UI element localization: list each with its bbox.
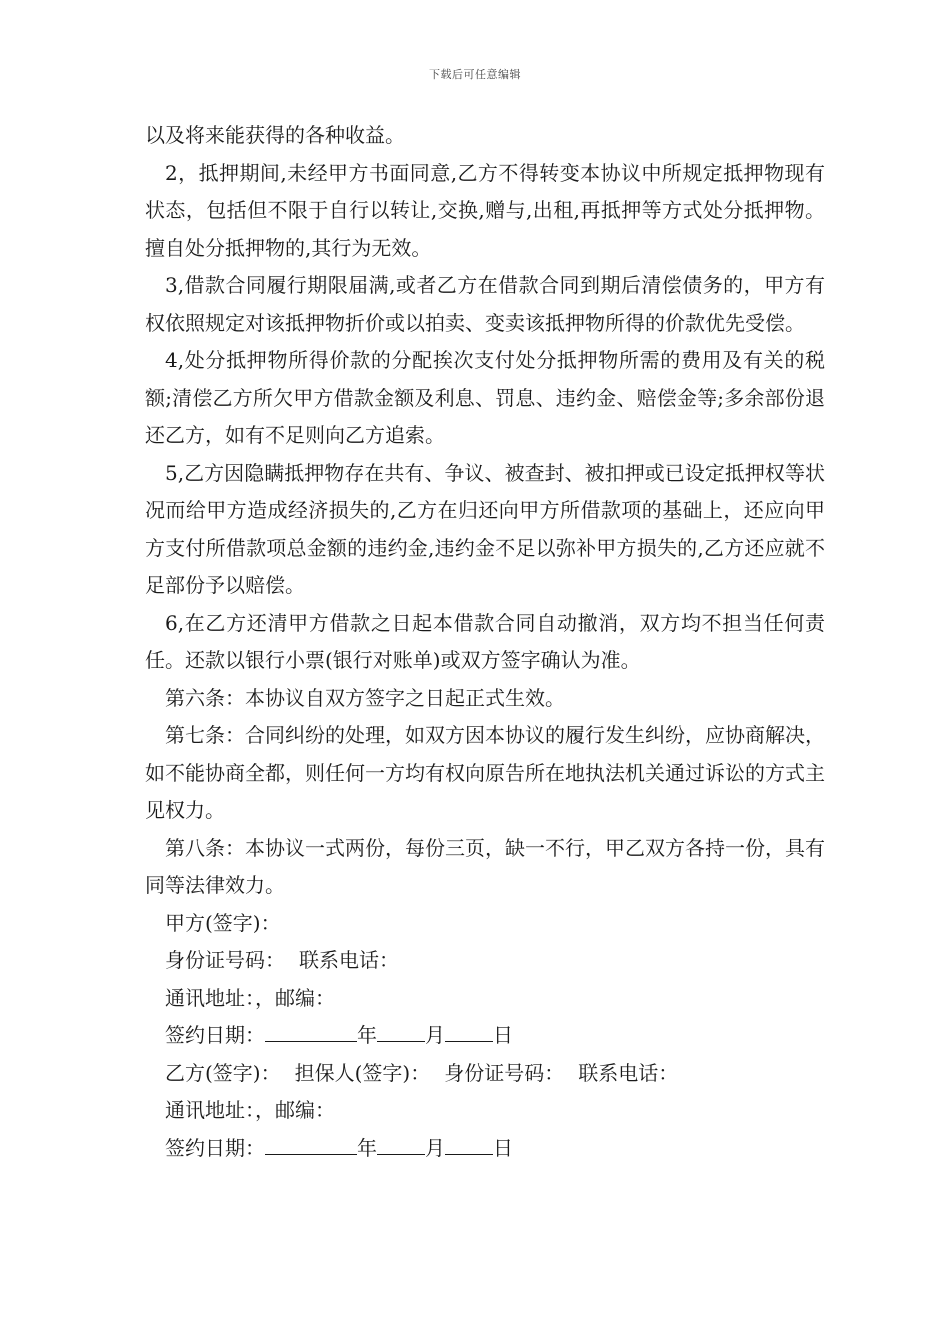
party-b-date-label: 签约日期： [165, 1135, 265, 1160]
party-a-day-blank[interactable] [445, 1021, 493, 1042]
party-b-sign-line [145, 1055, 825, 1093]
party-a-year-blank[interactable] [265, 1021, 357, 1042]
clause-4: 4,处分抵押物所得价款的分配挨次支付处分抵押物所需的费用及有关的税额;清偿乙方所欠甲方借款金额及利息、罚息、违约金、赔偿金等;多余部份退还乙方，如有不足则向乙方追索。 [145, 348, 825, 447]
party-b-id-label: 身份证号码： [444, 1060, 565, 1085]
party-b-month-blank[interactable] [377, 1134, 425, 1155]
party-b-phone-label: 联系电话： [578, 1060, 679, 1085]
party-b-month-label: 月 [425, 1135, 445, 1160]
party-a-month-label: 月 [425, 1023, 445, 1047]
party-b-address-label: 通讯地址： [165, 1098, 255, 1122]
party-a-sign-label: 甲方(签字)： [165, 910, 281, 935]
party-a-year-label: 年 [357, 1023, 377, 1047]
party-a-phone-label: 联系电话： [299, 948, 399, 972]
party-a-id-line [145, 942, 825, 980]
party-b-address-line [145, 1092, 825, 1130]
party-b-date-line [145, 1130, 825, 1168]
paragraph-continuation: 以及将来能获得的各种收益。 [145, 123, 405, 147]
clause-3: 3,借款合同履行期限届满,或者乙方在借款合同到期后清偿债务的，甲方有权依照规定对该抵押物折价或以拍卖、变卖该抵押物所得的价款优先受偿。 [145, 273, 825, 335]
article-7: 第七条：合同纠纷的处理，如双方因本协议的履行发生纠纷，应协商解决，如不能协商全都，则任何一方均有权向原告所在地执法机关通过诉讼的方式主见权力。 [145, 723, 825, 822]
party-b-year-blank[interactable] [265, 1134, 357, 1155]
party-a-signature-block [145, 905, 825, 1055]
contract-body [145, 117, 825, 1167]
party-a-day-label: 日 [493, 1023, 513, 1047]
clause-5: 5,乙方因隐瞒抵押物存在共有、争议、被查封、被扣押或已设定抵押权等状况而给甲方造成经济损失的,乙方在归还向甲方所借款项的基础上，还应向甲方支付所借款项总金额的违约金,违约金不足以弥补甲方损失的,乙方还应就不足部份予以赔偿。 [145, 460, 825, 597]
party-b-signature-block [145, 1055, 825, 1168]
party-b-sign-label: 乙方(签字)： [165, 1060, 281, 1085]
party-b-postcode-label: ，邮编： [255, 1098, 335, 1122]
article-8: 第八条：本协议一式两份，每份三页，缺一不行，甲乙双方各持一份，具有同等法律效力。 [145, 835, 825, 897]
party-b-year-label: 年 [357, 1135, 377, 1160]
party-a-address-line [145, 980, 825, 1018]
party-b-day-label: 日 [493, 1135, 513, 1160]
party-a-month-blank[interactable] [377, 1021, 425, 1042]
party-b-day-blank[interactable] [445, 1134, 493, 1155]
article-6: 第六条：本协议自双方签字之日起正式生效。 [165, 685, 565, 710]
party-a-sign-line [145, 905, 825, 943]
clause-6: 6,在乙方还清甲方借款之日起本借款合同自动撤消，双方均不担当任何责任。还款以银行小票(银行对账单)或双方签字确认为准。 [145, 610, 825, 672]
party-a-date-line [145, 1017, 825, 1055]
party-a-address-label: 通讯地址： [165, 985, 255, 1010]
party-a-date-label: 签约日期： [165, 1023, 265, 1047]
party-a-id-label: 身份证号码： [165, 948, 285, 972]
guarantor-sign-label: 担保人(签字)： [294, 1060, 431, 1085]
party-a-postcode-label: ，邮编： [255, 985, 335, 1010]
clause-2: 2，抵押期间,未经甲方书面同意,乙方不得转变本协议中所规定抵押物现有状态，包括但不限于自行以转让,交换,赠与,出租,再抵押等方式处分抵押物。擅自处分抵押物的,其行为无效。 [145, 160, 825, 260]
page-header-note: 下载后可任意编辑 [429, 68, 521, 81]
